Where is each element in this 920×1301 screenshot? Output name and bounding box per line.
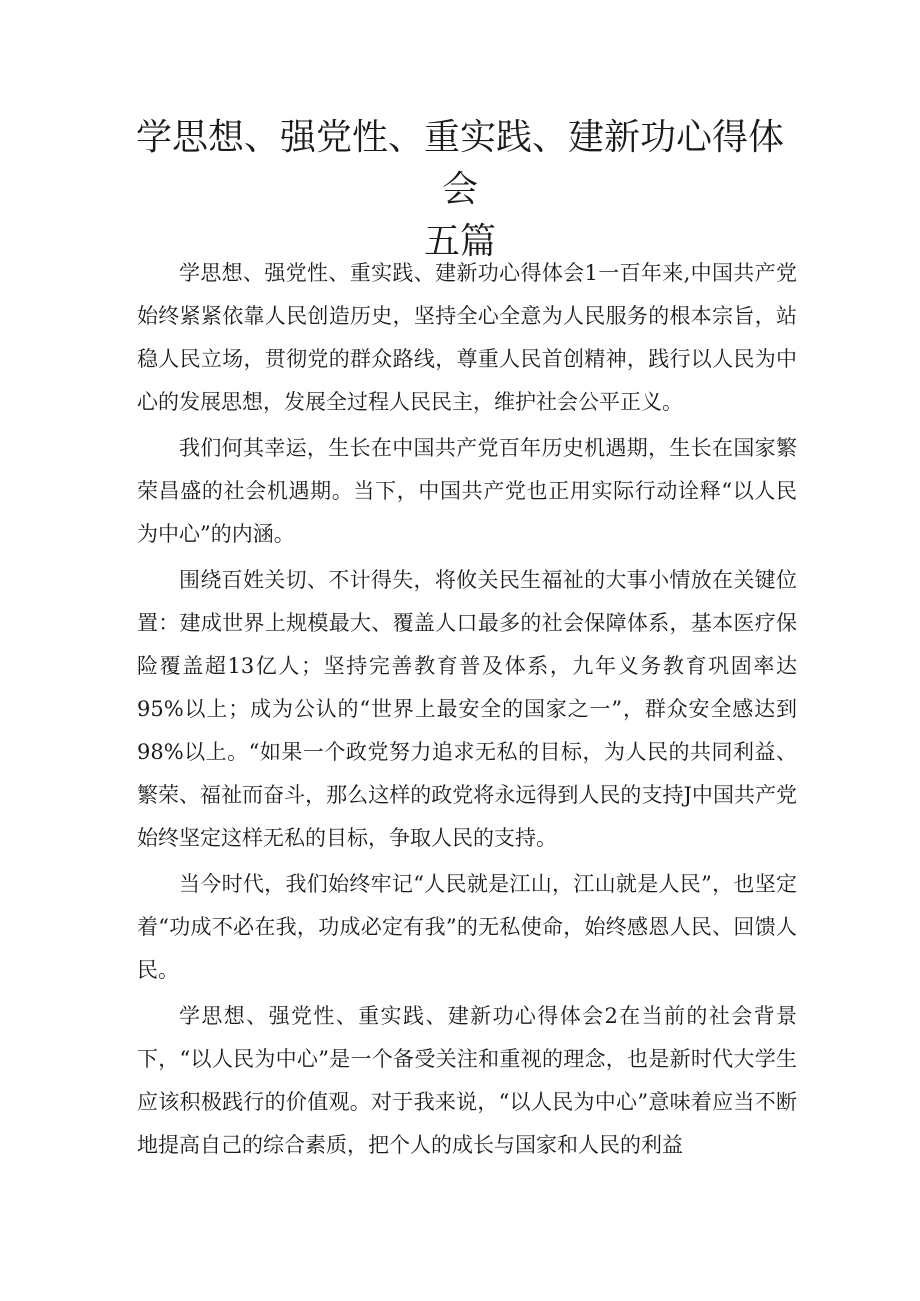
paragraph-5: 学思想、强党性、重实践、建新功心得体会2在当前的社会背景下，“以人民为中心”是一个备受关注和重视的理念，也是新时代大学生应该积极践行的价值观。对于我来说，“以人民为中心”意味着应当不断地提高自己的综合素质，把个人的成长与国家和人民的利益 bbox=[137, 1004, 797, 1157]
document-title bbox=[120, 112, 800, 268]
title-line-1: 学思想、强党性、重实践、建新功心得体会 bbox=[135, 117, 784, 210]
paragraph-1: 学思想、强党性、重实践、建新功心得体会1一百年来,中国共产党始终紧紧依靠人民创造历史，坚持全心全意为人民服务的根本宗旨，站稳人民立场，贯彻党的群众路线，尊重人民首创精神，践行以人民为中心的发展思想，发展全过程人民民主，维护社会公平正义。 bbox=[137, 261, 797, 414]
paragraph-3: 围绕百姓关切、不计得失，将攸关民生福祉的大事小情放在关键位置：建成世界上规模最大、覆盖人口最多的社会保障体系，基本医疗保险覆盖超13亿人；坚持完善教育普及体系，九年义务教育巩固率达95%以上；成为公认的“世界上最安全的国家之一”，群众安全感达到98%以上。“如果一个政党努力追求无私的目标，为人民的共同利益、繁荣、福祉而奋斗，那么这样的政党将永远得到人民的支持J中国共产党始终坚定这样无私的目标，争取人民的支持。 bbox=[137, 568, 797, 850]
paragraph-4: 当今时代，我们始终牢记“人民就是江山，江山就是人民”，也坚定着“功成不必在我，功成必定有我”的无私使命，始终感恩人民、回馈人民。 bbox=[137, 872, 797, 982]
paragraph-2: 我们何其幸运，生长在中国共产党百年历史机遇期，生长在国家繁荣昌盛的社会机遇期。当下，中国共产党也正用实际行动诠释“以人民为中心”的内涵。 bbox=[137, 436, 797, 546]
title-line-2: 五篇 bbox=[423, 221, 496, 262]
document-body bbox=[137, 252, 797, 1170]
